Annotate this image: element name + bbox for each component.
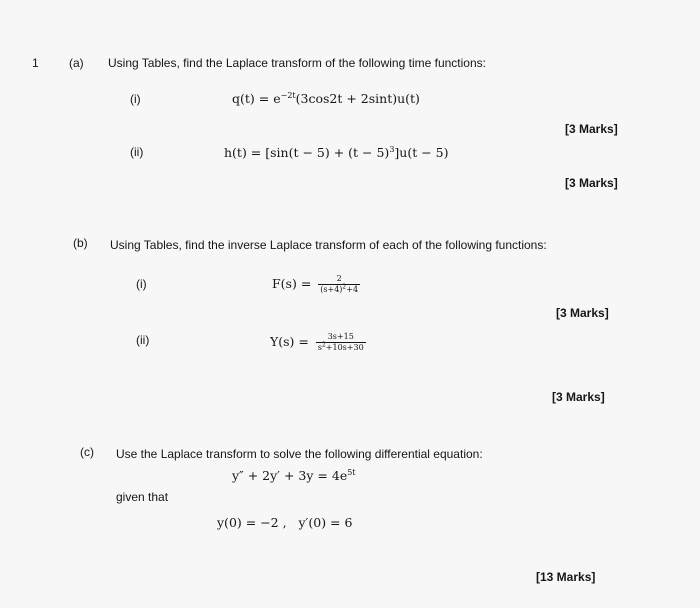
equation-lhs: h(t) = [sin(t − 5) + (t − 5) bbox=[224, 145, 390, 160]
denominator-base: s bbox=[317, 343, 322, 352]
part-b-instruction: Using Tables, find the inverse Laplace transform of each of the following functions: bbox=[110, 238, 547, 252]
equation-lhs: q(t) = e bbox=[232, 91, 281, 106]
part-b-item-2-equation bbox=[270, 332, 366, 353]
part-c-equation bbox=[232, 468, 356, 483]
equation-exponent: −2t bbox=[280, 90, 296, 100]
fraction-denominator bbox=[316, 343, 366, 353]
part-b-item-1-label: (i) bbox=[136, 277, 147, 291]
question-number: 1 bbox=[32, 56, 39, 70]
denominator-tail: +10s+30 bbox=[325, 343, 364, 352]
part-a-item-1-equation bbox=[232, 91, 420, 106]
given-text: given that bbox=[116, 490, 169, 504]
fraction bbox=[316, 332, 366, 353]
part-a-item-2-equation bbox=[224, 145, 448, 160]
part-c-label: (c) bbox=[80, 445, 94, 459]
fraction-numerator: 2 bbox=[336, 274, 342, 283]
equation-exponent: 3 bbox=[389, 144, 395, 154]
fraction-numerator: 3s+15 bbox=[327, 332, 354, 341]
part-b-label: (b) bbox=[73, 236, 88, 250]
part-b-item-1-equation bbox=[272, 274, 360, 295]
fraction bbox=[318, 274, 360, 295]
denominator-exponent: 2 bbox=[342, 283, 347, 291]
part-c-instruction: Use the Laplace transform to solve the following differential equation: bbox=[116, 447, 483, 461]
part-a-instruction: Using Tables, find the Laplace transform of the following time functions: bbox=[108, 56, 486, 70]
equation-lhs: y″ + 2y′ + 3y = 4e bbox=[232, 468, 348, 483]
equation-rhs: (3cos2t + 2sint)u(t) bbox=[295, 91, 420, 106]
fraction-denominator bbox=[318, 285, 360, 295]
equation-exponent: 5t bbox=[347, 467, 356, 477]
part-a-item-2-label: (ii) bbox=[130, 145, 144, 159]
denominator-exponent: 2 bbox=[321, 341, 326, 349]
part-a-item-1-label: (i) bbox=[130, 92, 141, 106]
denominator-tail: +4 bbox=[346, 285, 359, 294]
part-a-label: (a) bbox=[69, 56, 84, 70]
part-b-item-2-label: (ii) bbox=[136, 333, 150, 347]
equation-rhs: ]u(t − 5) bbox=[394, 145, 449, 160]
part-a-item-1-marks: [3 Marks] bbox=[565, 122, 618, 136]
equation-lhs: Y(s) = bbox=[270, 334, 309, 349]
equation-lhs: F(s) = bbox=[272, 276, 312, 291]
denominator-base: (s+4) bbox=[320, 285, 343, 294]
part-b-item-2-marks: [3 Marks] bbox=[552, 390, 605, 404]
part-a-item-2-marks: [3 Marks] bbox=[565, 176, 618, 190]
initial-conditions: y(0) = −2 , y′(0) = 6 bbox=[217, 515, 353, 530]
part-c-marks: [13 Marks] bbox=[536, 570, 596, 584]
part-b-item-1-marks: [3 Marks] bbox=[556, 306, 609, 320]
